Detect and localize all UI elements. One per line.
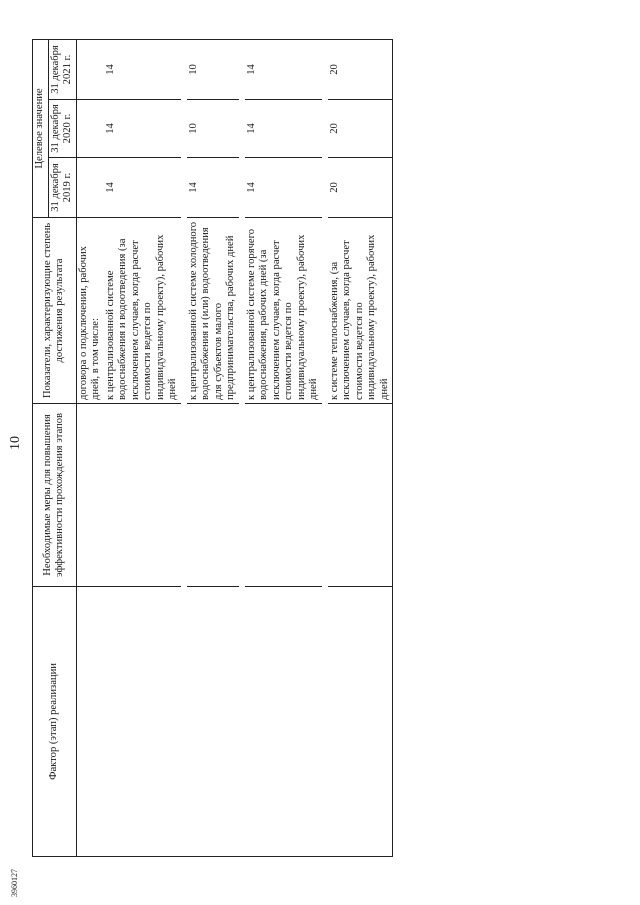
indicator-cell: к централизованной системе холодного водоснабжения и (или) водоотведения для субъектов малого предпринимательства, рабочих дней [187,218,239,404]
table-row [104,39,181,856]
header-measures: Необходимые меры для повышения эффективности прохождения этапов [33,404,77,587]
indicator-cell: к централизованной системе горячего водоснабжения, рабочих дней (за исключением случаев, когда расчет стоимости ведется по индивидуальному проекту), рабочих дней [245,218,322,404]
table-row [187,39,239,856]
value-cell: 14 [104,158,181,218]
value-cell [76,158,104,218]
measures-cell [187,404,239,587]
value-cell: 14 [245,39,322,99]
value-cell [76,100,104,158]
document-code: 3960127 [10,869,19,897]
header-indicators: Показатели, характеризующие степень достижения результата [33,218,77,404]
indicator-cell: к системе теплоснабжения, (за исключением случаев, когда расчет стоимости ведется по индивидуальному проекту), рабочих дней [328,218,393,404]
header-factor: Фактор (этап) реализации [33,587,77,857]
measures-cell [328,404,393,587]
header-row [33,39,49,856]
factor-cell [328,587,393,857]
indicator-cell: к централизованной системе водоснабжения и водоотведения (за исключением случаев, когда расчет стоимости ведется по индивидуальному проекту), рабочих дней [104,218,181,404]
header-year: 31 декабря 2021 г. [48,39,76,99]
value-cell: 14 [104,100,181,158]
indicator-cell: договора о подключении, рабочих дней, в том числе: [76,218,104,404]
value-cell: 10 [187,100,239,158]
value-cell: 20 [328,100,393,158]
factor-cell [245,587,322,857]
header-year: 31 декабря 2020 г. [48,100,76,158]
indicators-table [32,39,393,857]
factor-cell [187,587,239,857]
measures-cell [76,404,104,587]
measures-cell [245,404,322,587]
value-cell [76,39,104,99]
value-cell: 14 [104,39,181,99]
factor-cell [104,587,181,857]
value-cell: 14 [245,158,322,218]
header-year: 31 декабря 2019 г. [48,158,76,218]
measures-cell [104,404,181,587]
value-cell: 14 [187,158,239,218]
table-row [76,39,104,856]
factor-cell [76,587,104,857]
value-cell: 10 [187,39,239,99]
header-target: Целевое значение [33,39,49,217]
value-cell: 14 [245,100,322,158]
value-cell: 20 [328,158,393,218]
table-row [328,39,393,856]
value-cell: 20 [328,39,393,99]
page-number: 10 [8,436,23,450]
table-row [245,39,322,856]
